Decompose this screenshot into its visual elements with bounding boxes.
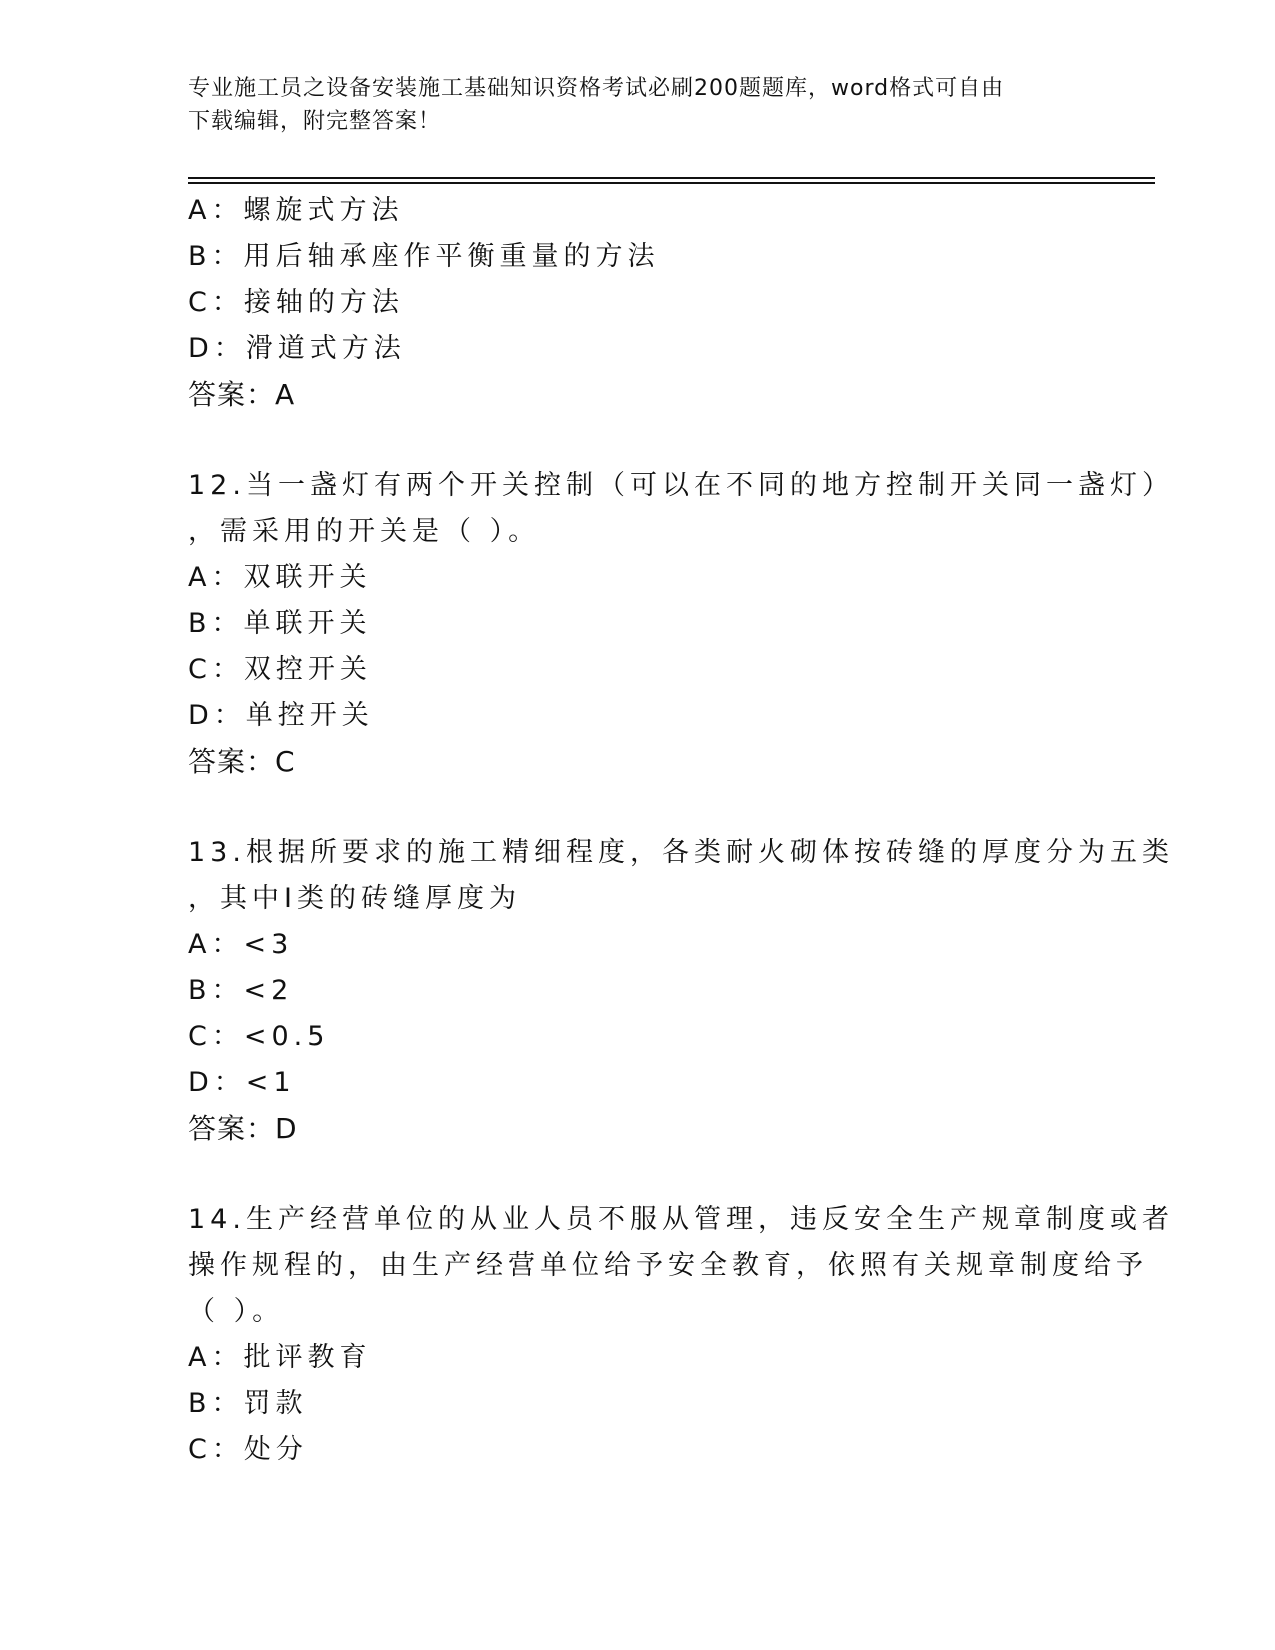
option-a: A：螺旋式方法 (188, 195, 404, 226)
question-text-line: 14.生产经营单位的从业人员不服从管理，违反安全生产规章制度或者 (188, 1204, 1174, 1235)
header-line-2: 下载编辑，附完整答案！ (188, 109, 442, 134)
question-gap (188, 418, 1088, 463)
document-header (188, 72, 1088, 138)
question-gap (188, 1152, 1088, 1197)
question-14 (188, 1197, 1174, 1473)
answer-label: 答案：A (188, 378, 296, 411)
option-d: D：滑道式方法 (188, 333, 406, 364)
question-12 (188, 463, 1174, 785)
question-content (188, 188, 1174, 1473)
question-text-line: ，其中Ⅰ类的砖缝厚度为 (188, 883, 521, 914)
question-13 (188, 830, 1174, 1152)
question-text-line: ，需采用的开关是（ ）。 (188, 516, 541, 547)
option-b: B：用后轴承座作平衡重量的方法 (188, 241, 660, 272)
header-line-1: 专业施工员之设备安装施工基础知识资格考试必刷200题题库，word格式可自由 (188, 76, 1005, 101)
question-gap (188, 785, 1088, 830)
header-divider-bottom (188, 182, 1155, 184)
option-a: A：批评教育 (188, 1342, 372, 1373)
option-c: C：处分 (188, 1434, 308, 1465)
option-a: A：双联开关 (188, 562, 372, 593)
question-text-line: 12.当一盏灯有两个开关控制（可以在不同的地方控制开关同一盏灯） (188, 470, 1174, 501)
option-d: D：单控开关 (188, 700, 374, 731)
option-b: B：<2 (188, 975, 294, 1006)
option-c: C：双控开关 (188, 654, 372, 685)
question-text-line: （ ）。 (188, 1296, 285, 1327)
option-a: A：<3 (188, 929, 294, 960)
option-c: C：接轴的方法 (188, 287, 404, 318)
question-11 (188, 188, 1088, 418)
option-d: D：<1 (188, 1067, 296, 1098)
header-divider-top (188, 177, 1155, 179)
answer-label: 答案：C (188, 745, 296, 778)
question-text-line: 13.根据所要求的施工精细程度，各类耐火砌体按砖缝的厚度分为五类 (188, 837, 1174, 868)
option-b: B：单联开关 (188, 608, 372, 639)
option-c: C：<0.5 (188, 1021, 330, 1052)
answer-label: 答案：D (188, 1112, 298, 1145)
question-text-line: 操作规程的，由生产经营单位给予安全教育，依照有关规章制度给予 (188, 1250, 1148, 1281)
option-b: B：罚款 (188, 1388, 308, 1419)
